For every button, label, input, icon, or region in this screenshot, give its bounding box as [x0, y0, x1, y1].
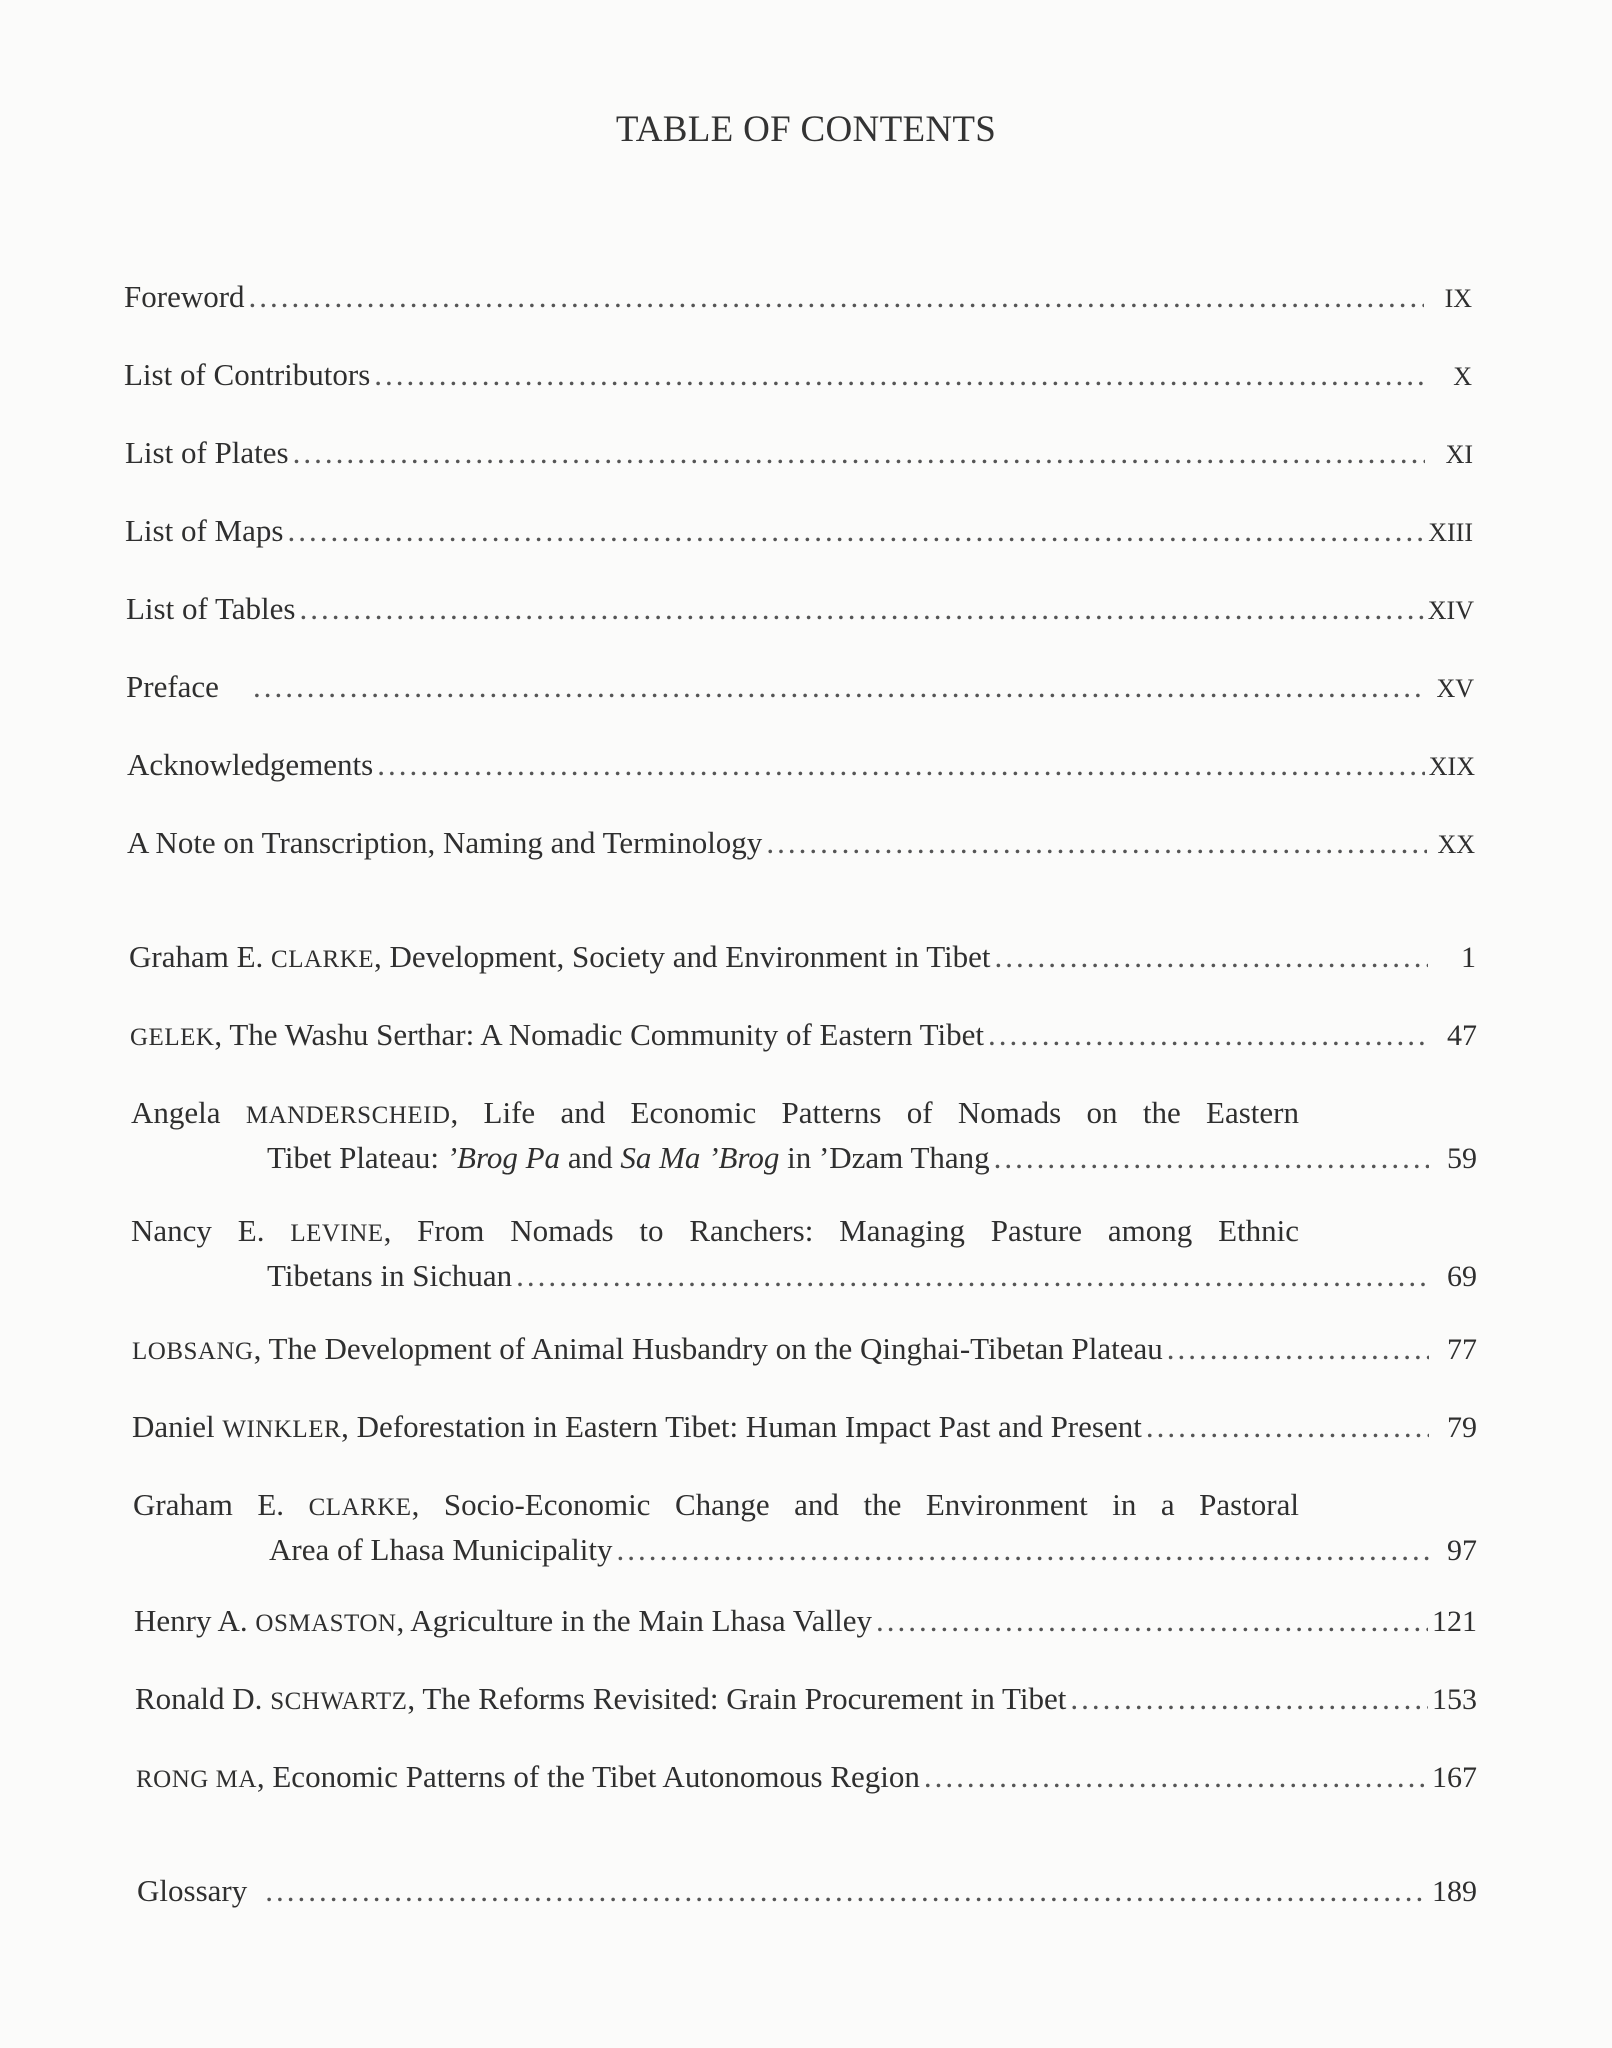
toc-chapter-10: [136, 1756, 1477, 1801]
author-last: GELEK: [130, 1024, 215, 1051]
leader-dots: [994, 1137, 1429, 1179]
title-part: and: [560, 1140, 621, 1175]
entry-page: 189: [1432, 1875, 1477, 1908]
author-last: WINKLER: [222, 1416, 342, 1443]
author-first: Nancy E.: [131, 1213, 291, 1248]
entry-title: List of Contributors: [124, 357, 371, 392]
leader-dots: [377, 744, 1425, 786]
toc-entry-acknowledgements: [127, 744, 1475, 788]
entry-page: 97: [1447, 1534, 1477, 1567]
author-last: CLARKE: [308, 1494, 412, 1521]
leader-dots: [924, 1756, 1428, 1798]
entry-page: 1: [1461, 941, 1476, 974]
author-first: Henry A.: [134, 1603, 256, 1638]
author-first: Graham E.: [129, 939, 272, 974]
entry-page: XV: [1436, 674, 1474, 703]
chapter-line-1: [131, 1210, 1299, 1255]
toc-chapter-1: [129, 936, 1476, 981]
leader-dots: [265, 1870, 1428, 1912]
entry-title: List of Tables: [126, 591, 296, 626]
chapter-title: , The Development of Animal Husbandry on the Qinghai-Tibetan Plateau: [253, 1331, 1163, 1366]
entry-page: XIX: [1428, 752, 1475, 781]
entry-page: 121: [1432, 1605, 1477, 1638]
entry-title: Preface: [126, 669, 219, 704]
author-first: Graham E.: [133, 1487, 309, 1522]
entry-title: [132, 1406, 1142, 1451]
leader-dots: [1070, 1678, 1428, 1720]
toc-entry-preface: [126, 666, 1474, 710]
author-last: LOBSANG: [132, 1338, 254, 1365]
entry-page: XIII: [1428, 518, 1473, 547]
chapter-title: , Development, Society and Environment in Tibet: [374, 939, 991, 974]
entry-title: [129, 936, 991, 981]
entry-page: XI: [1445, 440, 1473, 469]
author-last: OSMASTON: [255, 1610, 397, 1637]
chapter-line-2: [131, 1137, 1477, 1180]
entry-title: [135, 1678, 1066, 1723]
leader-dots: [766, 822, 1427, 864]
entry-page: XX: [1437, 830, 1475, 859]
leader-dots: [253, 666, 1426, 708]
toc-chapter-3: [131, 1092, 1477, 1180]
entry-page: 69: [1447, 1260, 1477, 1293]
author-first: Angela: [131, 1095, 246, 1130]
entry-title: Glossary: [137, 1873, 248, 1908]
chapter-title: , The Washu Serthar: A Nomadic Community of Eastern Tibet: [214, 1017, 985, 1052]
entry-page: 167: [1432, 1761, 1477, 1794]
entry-title: Foreword: [124, 279, 245, 314]
entry-page: 59: [1447, 1142, 1477, 1175]
entry-title: Acknowledgements: [127, 747, 374, 782]
toc-entry-note: [127, 822, 1475, 866]
chapter-title: , Economic Patterns of the Tibet Autonomous Region: [256, 1759, 920, 1794]
toc-chapter-8: [134, 1600, 1477, 1645]
entry-page: 79: [1447, 1411, 1477, 1444]
toc-entry-plates: [125, 432, 1473, 476]
entry-page: XIV: [1427, 596, 1474, 625]
title-part: in ’Dzam Thang: [779, 1140, 990, 1175]
leader-dots: [988, 1014, 1429, 1056]
chapter-title: , The Reforms Revisited: Grain Procurement in Tibet: [407, 1681, 1067, 1716]
chapter-line-2: [131, 1255, 1477, 1298]
toc-chapter-5: [132, 1328, 1477, 1373]
entry-title: List of Plates: [125, 435, 289, 470]
chapter-title-line-2: [267, 1137, 990, 1179]
toc-chapter-2: [130, 1014, 1477, 1059]
author-last: MANDERSCHEID: [245, 1102, 451, 1129]
title-part-italic: ’Brog Pa: [446, 1140, 561, 1175]
entry-title: [134, 1600, 872, 1645]
page-title: TABLE OF CONTENTS: [615, 109, 997, 150]
leader-dots: [616, 1529, 1429, 1571]
toc-entry-contributors: [124, 354, 1472, 398]
toc-entry-maps: [125, 510, 1473, 554]
author-last: LEVINE: [290, 1220, 384, 1247]
toc-chapter-6: [132, 1406, 1477, 1451]
chapter-title-line-2: Area of Lhasa Municipality: [269, 1532, 613, 1567]
title-part-italic: Sa Ma ’Brog: [620, 1140, 780, 1175]
leader-dots: [293, 432, 1425, 474]
title-part: Tibet Plateau:: [267, 1140, 447, 1175]
entry-page: 47: [1447, 1019, 1477, 1052]
entry-page: 153: [1432, 1683, 1477, 1716]
entry-title: [136, 1756, 920, 1801]
leader-dots: [374, 354, 1424, 396]
entry-title: A Note on Transcription, Naming and Terminology: [127, 825, 763, 860]
toc-chapter-9: [135, 1678, 1477, 1723]
leader-dots: [287, 510, 1424, 552]
entry-title: [130, 1014, 984, 1059]
toc-chapter-7: [133, 1484, 1477, 1572]
author-first: Daniel: [132, 1409, 223, 1444]
toc-entry-glossary: [137, 1870, 1477, 1913]
author-last: SCHWARTZ: [270, 1688, 408, 1715]
author-last: CLARKE: [271, 946, 375, 973]
chapter-title: , Agriculture in the Main Lhasa Valley: [396, 1603, 872, 1638]
entry-page: X: [1453, 362, 1472, 391]
chapter-title: , Deforestation in Eastern Tibet: Human Impact Past and Present: [341, 1409, 1142, 1444]
entry-title: List of Maps: [125, 513, 284, 548]
entry-title: [132, 1328, 1163, 1373]
author-last: RONG MA: [136, 1766, 257, 1793]
leader-dots: [516, 1255, 1429, 1297]
leader-dots: [1146, 1406, 1429, 1448]
leader-dots: [876, 1600, 1428, 1642]
chapter-title-line-1: , Life and Economic Patterns of Nomads on the Eastern: [450, 1095, 1299, 1130]
chapter-line-1: [131, 1092, 1299, 1137]
leader-dots: [995, 936, 1428, 978]
chapter-title-line-1: , From Nomads to Ranchers: Managing Pasture among Ethnic: [383, 1213, 1299, 1248]
chapter-line-2: [133, 1529, 1477, 1572]
chapter-title-line-1: , Socio-Economic Change and the Environment in a Pastoral: [411, 1487, 1299, 1522]
author-first: Ronald D.: [135, 1681, 271, 1716]
toc-entry-foreword: [124, 276, 1472, 320]
leader-dots: [249, 276, 1424, 318]
leader-dots: [299, 588, 1423, 630]
entry-page: 77: [1447, 1333, 1477, 1366]
toc-entry-tables: [126, 588, 1474, 632]
chapter-title-line-2: Tibetans in Sichuan: [267, 1258, 513, 1293]
toc-chapter-4: [131, 1210, 1477, 1298]
entry-page: IX: [1444, 284, 1472, 313]
leader-dots: [1167, 1328, 1429, 1370]
chapter-line-1: [133, 1484, 1299, 1529]
